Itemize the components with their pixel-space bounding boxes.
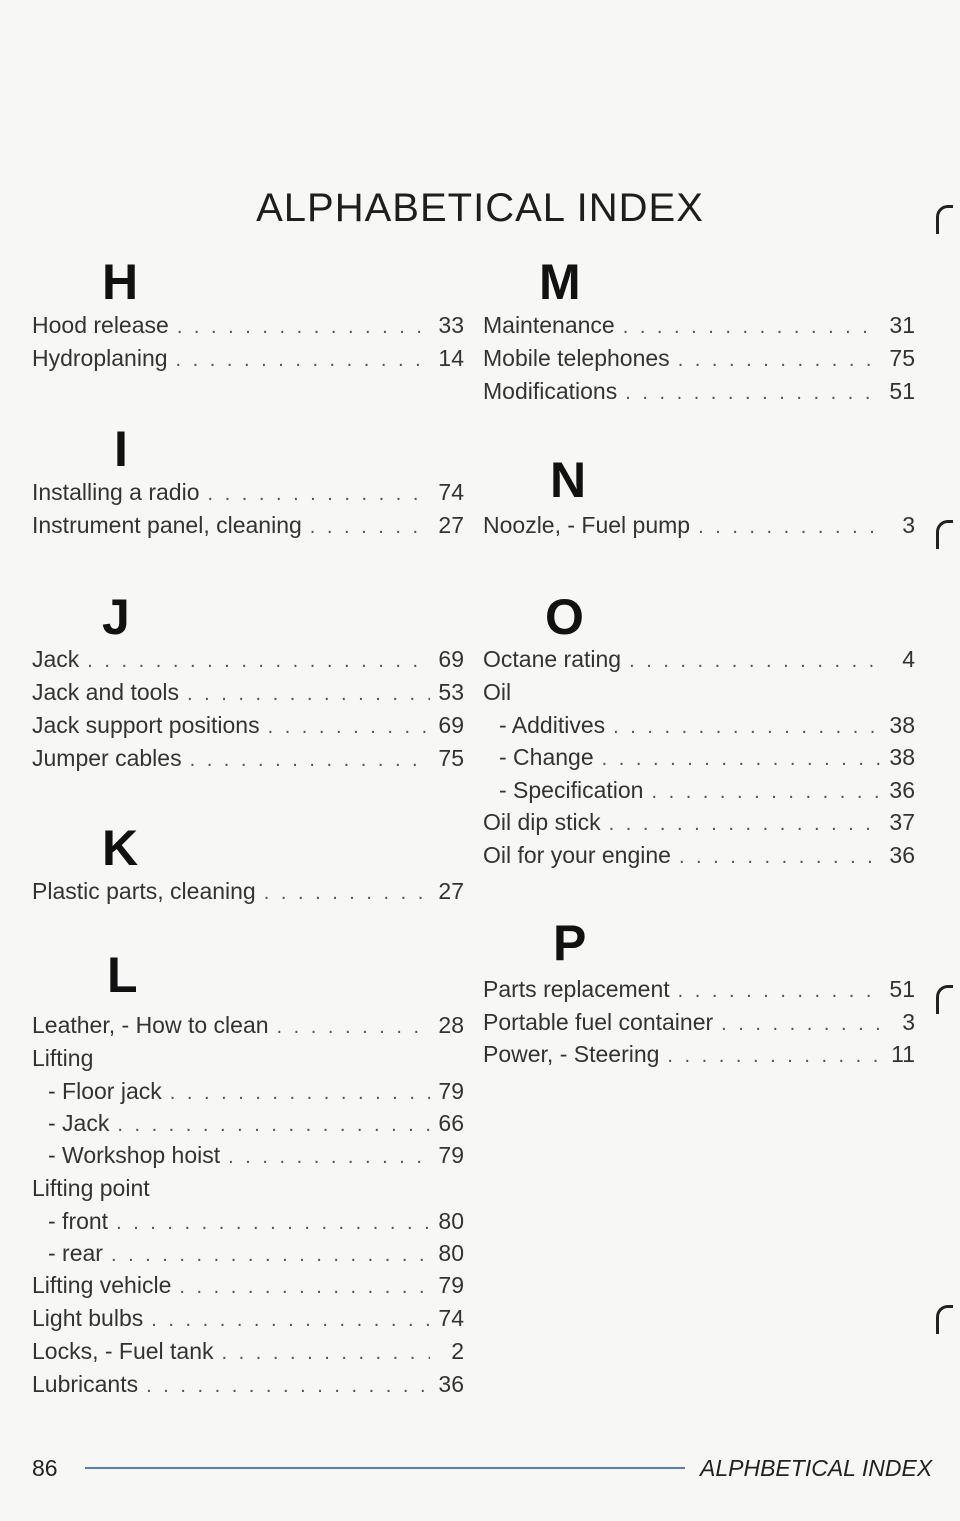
index-entry[interactable]: Jumper cables . . . 75 — [32, 745, 464, 778]
section-letter-k: K — [102, 820, 139, 876]
index-entry[interactable]: Hood release . . . 33 — [32, 312, 464, 345]
section-letter-p: P — [553, 915, 587, 971]
footer-rule — [85, 1467, 685, 1469]
index-entry[interactable]: Noozle, - Fuel pump . . . 3 — [483, 512, 915, 545]
index-entry[interactable]: - Additives . . . 38 — [483, 712, 915, 745]
index-entry[interactable]: - Specification . . . 36 — [483, 777, 915, 810]
index-entry[interactable]: Oil for your engine . . . 36 — [483, 842, 915, 875]
index-entry[interactable]: - Floor jack . . . 79 — [32, 1078, 464, 1111]
page-title: ALPHABETICAL INDEX — [256, 186, 704, 230]
section-letter-n: N — [550, 452, 587, 508]
index-entry[interactable]: Mobile telephones . . . 75 — [483, 345, 915, 378]
section-letter-h: H — [102, 254, 139, 310]
binder-ring-mark — [936, 520, 953, 549]
index-entry[interactable]: Oil — [483, 679, 512, 705]
index-entry[interactable]: Jack support positions . . . 69 — [32, 712, 464, 745]
index-entry[interactable]: - rear . . . 80 — [32, 1240, 464, 1273]
index-entry[interactable]: Hydroplaning . . . 14 — [32, 345, 464, 378]
index-entry[interactable]: Locks, - Fuel tank . . . 2 — [32, 1338, 464, 1371]
index-entry[interactable]: Lifting — [32, 1045, 94, 1071]
index-entry[interactable]: Jack . . . 69 — [32, 646, 464, 679]
index-entry[interactable]: Power, - Steering . . . 11 — [483, 1041, 915, 1074]
binder-ring-mark — [936, 1305, 953, 1334]
index-entry[interactable]: Installing a radio . . . 74 — [32, 479, 464, 512]
section-letter-j: J — [102, 589, 130, 645]
binder-ring-mark — [936, 985, 953, 1014]
index-entry[interactable]: - front . . . 80 — [32, 1208, 464, 1241]
section-letter-l: L — [107, 947, 138, 1003]
index-entry[interactable]: Maintenance . . . 31 — [483, 312, 915, 345]
index-entry[interactable]: Lifting vehicle . . . 79 — [32, 1272, 464, 1305]
index-entry[interactable]: Lifting point — [32, 1175, 150, 1201]
index-entry[interactable]: - Change . . . 38 — [483, 744, 915, 777]
index-entry[interactable]: Instrument panel, cleaning . . . 27 — [32, 512, 464, 545]
index-entry[interactable]: Lubricants . . . 36 — [32, 1371, 464, 1404]
index-entry[interactable]: - Workshop hoist . . . 79 — [32, 1142, 464, 1175]
index-entry[interactable]: - Jack . . . 66 — [32, 1110, 464, 1143]
index-entry[interactable]: Modifications . . . 51 — [483, 378, 915, 411]
index-entry[interactable]: Light bulbs . . . 74 — [32, 1305, 464, 1338]
section-letter-i: I — [114, 421, 128, 477]
binder-ring-mark — [936, 205, 953, 234]
index-entry[interactable]: Jack and tools . . . 53 — [32, 679, 464, 712]
index-entry[interactable]: Leather, - How to clean . . . 28 — [32, 1012, 464, 1045]
index-entry[interactable]: Octane rating . . . 4 — [483, 646, 915, 679]
index-entry[interactable]: Parts replacement . . . 51 — [483, 976, 915, 1009]
page-number: 86 — [32, 1455, 58, 1481]
section-letter-o: O — [545, 589, 584, 645]
index-entry[interactable]: Oil dip stick . . . 37 — [483, 809, 915, 842]
section-letter-m: M — [539, 254, 581, 310]
index-entry[interactable]: Portable fuel container . . . 3 — [483, 1009, 915, 1042]
index-entry[interactable]: Plastic parts, cleaning . . . 27 — [32, 878, 464, 911]
footer-title: ALPHBETICAL INDEX — [700, 1455, 933, 1481]
